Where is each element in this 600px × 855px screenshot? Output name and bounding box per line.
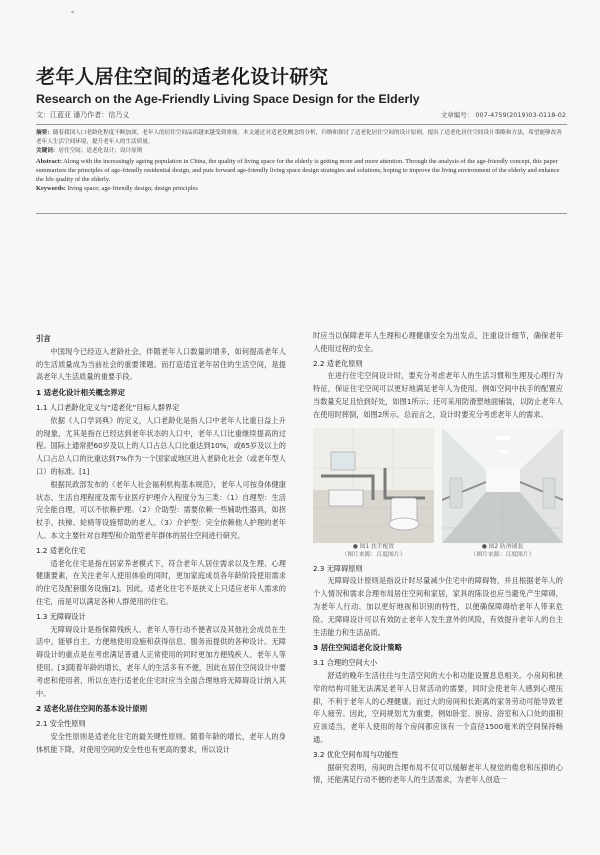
figure-1-caption: ● 图1 扶手配置	[352, 543, 395, 550]
abstract-en: Abstract: Along with the increasingly ageing population in China, the quality of living space for the elderly is getting more and more attention. Through the analysis of the age-friendly concept, this paper summarizes the principles of age-friendly residential design, and puts forward age-friendly living space design strategies and solutions, hoping to improve the living environment of the elderly and enhance the life quality of the elderly.	[36, 157, 560, 184]
divider-bottom	[36, 213, 567, 214]
handrail-bathroom-image	[313, 428, 434, 543]
figure-2-source: （图片来源：百度图片）	[470, 551, 535, 558]
figure-1	[313, 428, 434, 559]
figure-1-photo	[313, 428, 434, 543]
paragraph: 在进行住宅空间设计时，要充分考虑老年人的生活习惯和生理及心理行为特征，保证住宅空间可以更好地满足老年人为使用。例如空间中扶手的配置应当数量充足且恰到好处，如图1所示；还可采用防滑塑地面铺装，以防止老年人在使用时摔倒，如图2所示。总而言之，设计时要充分考虑老年人的需求。	[313, 371, 563, 419]
figure-2	[442, 428, 563, 559]
paragraph: 适老化住宅是指在居家养老模式下，符合老年人居住需求以及生理、心理健康要素，在关注老年人使用体验的同时，更加家庭成员各年龄阶段使用需求的住宅及配套服务设施[2]。因此，适老化住宅不是狭义上只适应老年人需求的住宅，而是可以满足各种人群使用的住宅。	[36, 558, 286, 606]
section-heading: 2.1 安全性原则	[36, 719, 86, 729]
abstract-cn: 摘要：随着我国人口老龄化程度不断加深，老年人的居住空间品质越来越受到重视。本文通过对适老化概念的分析，归纳和探讨了适老化居住空间的设计原则，提出了适老化居住空间设计策略和方法，希望能够改善老年人生活空间环境，提升老年人的生活质量。	[36, 130, 562, 146]
paragraph: 依据《人口学词典》的定义，人口老龄化是指人口中老年人比重日益上升的现象，尤其是指在已经达到老年状态的人口中，老年人口比重继续提高的过程。国际上通常把60岁及以上的人口占总人口比重达到10%，或65岁及以上的人口占总人口的比重达到7%作为一个国家或地区进入老龄化社会（或老年型人口）的标准。[1]	[36, 415, 286, 476]
section-heading: 2 适老化居住空间的基本设计原则	[36, 704, 148, 714]
section-heading: 3.1 合理的空间大小	[313, 658, 378, 668]
section-heading: 2.2 适老化原则	[313, 358, 363, 368]
keywords-cn: 关键词：居住空间；适老化设计；设计原则	[36, 148, 143, 155]
right-column	[313, 330, 563, 787]
paragraph: 据研究表明，房间的合理布局不仅可以缓解老年人视觉的倦怠和压抑的心情，还能满足行动不便的老年人的生活需求，为老年人创造一	[313, 762, 563, 785]
paragraph: 舒适的晚年生活往往与生活空间的大小和功能设置息息相关。小房间和狭窄的结构可能无法满足老年人日常活动的需要，同时会使老年人感到心理压抑，不利于老年人的心理健康。而过大的房间和长距离的家务劳动可能导致老年人疲劳。因此，空间规划尤为重要，例如卧室、厨房、浴室和入口处的面积应该适当，老年人使用的每个房间都应该有一个直径1500毫米的空间保持畅通。	[313, 670, 563, 744]
page-mark: *	[71, 10, 74, 17]
left-column	[36, 330, 286, 757]
authors-line: 文：江蓝亚 潘乃作者：信乃义	[36, 111, 130, 119]
section-heading: 3.2 优化空间布局与功能性	[313, 749, 399, 759]
paragraph: 时应当以保障老年人生理和心理健康安全为出发点，注重设计细节，确保老年人使用过程的安全。	[313, 331, 563, 353]
figure-row	[313, 428, 563, 559]
paragraph: 无障碍设计是指保障残疾人、老年人等行动不便者以及其他社会成员在生活中，能够自主、方便地使用设施和获得信息、服务而提供的各种设计。无障碍设计的重点是在考虑满足普通人正常使用的同时更加方便残疾人、老年人等使用。[3]随着年龄的增长，老年人的生活多有不便，因此在居住空间设计中要考虑和使用者，所以在进行适老化住宅时应当全面合理地将无障碍设计纳入其中。	[36, 624, 286, 698]
section-heading: 1.2 适老化住宅	[36, 545, 86, 555]
divider-top	[36, 124, 567, 125]
figure-1-source: （图片来源：百度图片）	[341, 551, 406, 558]
page-title: 老年人居住空间的适老化设计研究	[36, 66, 329, 88]
section-heading: 1 适老化设计相关概念界定	[36, 388, 126, 398]
right-column-top	[313, 330, 563, 422]
paragraph: 中国现今已经迈入老龄社会，伴随老年人口数量的增多，如何提高老年人的生活质量成为当前社会的重要课题。而打造适宜老年居住的生活空间，是提高老年人生活质量的重要手段。	[36, 346, 286, 382]
section-heading: 1.3 无障碍设计	[36, 611, 86, 621]
section-heading: 2.3 无障碍原则	[313, 563, 363, 573]
section-heading: 1.1 人口老龄化定义与“适老化”目标人群界定	[36, 402, 180, 412]
figure-2-caption: ● 图2 防滑铺装	[481, 543, 524, 550]
non-slip-corridor-image	[442, 428, 563, 543]
english-title: Research on the Age-Friendly Living Space Design for the Elderly	[36, 92, 420, 106]
paragraph: 根据民政部发布的《老年人社会福利机构基本规范》，老年人可按身体健康状态、生活自理程度及需专业医疗护理介入程度分为三类：（1）自理型：生活完全能自理，可以不依赖护理。（2）介助型：需要依赖一些辅助性器具，如拐杖手、扶梯、轮椅等设施帮助的老人。（3）介护型：完全依赖他人护理的老年人。本文主要针对自理型和介助型老年群体的居住空间进行研究。	[36, 479, 286, 540]
keywords-en: Keywords: living space; age-friendly design; design principles	[36, 185, 198, 193]
paragraph: 无障碍设计原则是指设计时尽量减少住宅中的障碍物，并且根据老年人的个人情况和需求合理布局居住空间和家居，家具的陈设也应当避免产生障碍，为老年人行动、加以更好地视和识别的特性，以便确保障碍给老年人带来危险。无障碍设计可以有效防止老年人发生意外的风险，有效提升老年人的自主生活能力和生活品质。	[313, 576, 563, 637]
article-number: 文章编号： 007-4759(2019)03-0118-02	[440, 111, 566, 119]
abstract-block	[36, 129, 567, 193]
section-heading: 引言	[36, 334, 51, 343]
section-heading: 3 居住空间适老化设计策略	[313, 643, 403, 653]
right-column-bottom	[313, 563, 563, 788]
figure-2-photo	[442, 428, 563, 543]
paragraph: 安全性原则是适老化住宅的最关键性原则。随着年龄的增长，老年人的身体机能下降，对使用空间的安全性也有更高的要求，所以设计	[36, 731, 286, 754]
